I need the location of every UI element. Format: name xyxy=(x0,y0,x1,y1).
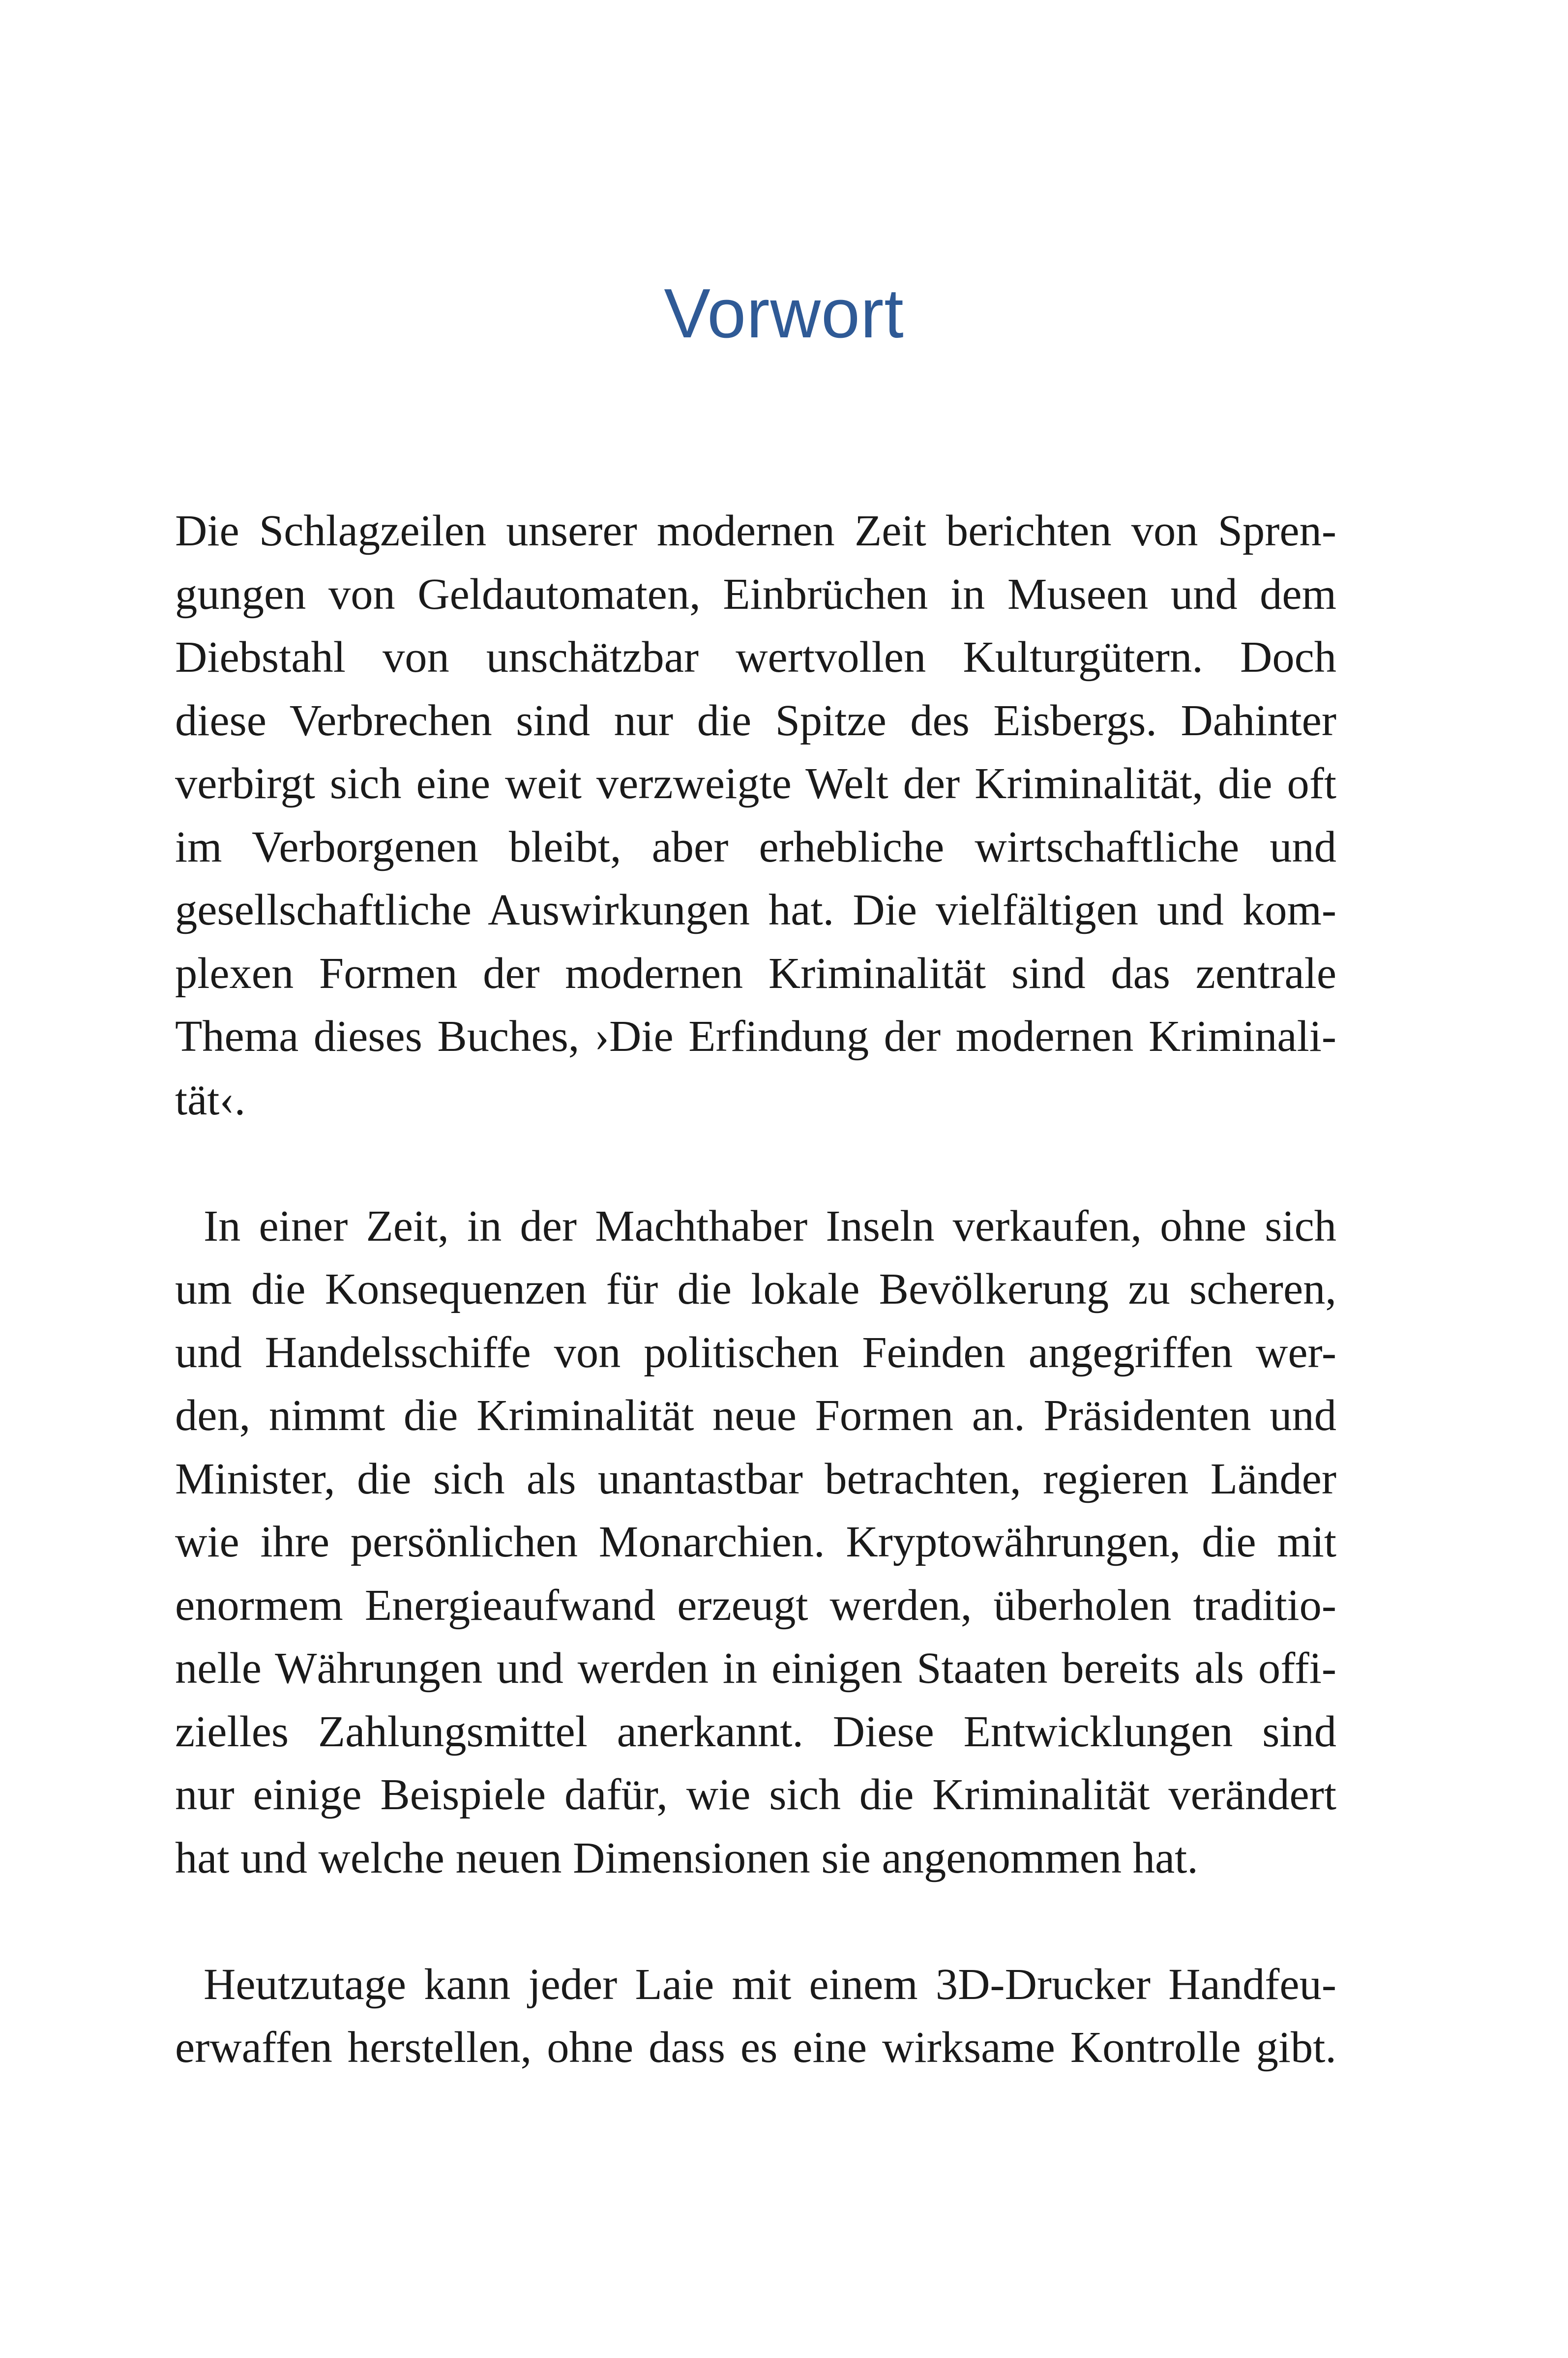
text-line: den, nimmt die Kriminalität neue Formen an. Präsidenten und xyxy=(175,1390,1336,1440)
text-line: gesellschaftliche Auswirkungen hat. Die vielfältigen und kom- xyxy=(175,885,1336,934)
paragraph-1 xyxy=(175,499,1336,1131)
paragraph-gap xyxy=(175,1889,1336,1953)
text-line: tät‹. xyxy=(175,1074,246,1124)
text-line: nur einige Beispiele dafür, wie sich die Kriminalität verändert xyxy=(175,1769,1336,1819)
text-line: Die Schlagzeilen unserer modernen Zeit berichten von Spren- xyxy=(175,506,1336,555)
text-line: im Verborgenen bleibt, aber erhebliche wirtschaftliche und xyxy=(175,821,1336,871)
text-line: In einer Zeit, in der Machthaber Inseln verkaufen, ohne sich xyxy=(204,1200,1336,1251)
paragraph-3 xyxy=(175,1953,1336,2079)
text-line: erwaffen herstellen, ohne dass es eine wirksame Kontrolle gibt. xyxy=(175,2022,1336,2072)
text-line: wie ihre persönlichen Monarchien. Kryptowährungen, die mit xyxy=(175,1517,1336,1566)
text-line: enormem Energieaufwand erzeugt werden, überholen traditio- xyxy=(175,1580,1336,1630)
text-line: Diebstahl von unschätzbar wertvollen Kulturgütern. Doch xyxy=(175,632,1336,682)
text-line: gungen von Geldautomaten, Einbrüchen in Museen und dem xyxy=(175,568,1336,619)
text-line: diese Verbrechen sind nur die Spitze des Eisbergs. Dahinter xyxy=(175,695,1336,745)
text-line: zielles Zahlungsmittel anerkannt. Diese Entwicklungen sind xyxy=(175,1706,1336,1756)
text-line: plexen Formen der modernen Kriminalität sind das zentrale xyxy=(175,948,1336,998)
text-line: Minister, die sich als unantastbar betrachten, regieren Länder xyxy=(175,1453,1336,1503)
text-line: und Handelsschiffe von politischen Feinden angegriffen wer- xyxy=(175,1327,1336,1377)
text-line: Heutzutage kann jeder Laie mit einem 3D-Drucker Handfeu- xyxy=(204,1959,1336,2009)
text-line: verbirgt sich eine weit verzweigte Welt der Kriminalität, die oft xyxy=(175,758,1336,808)
text-line: hat und welche neuen Dimensionen sie angenommen hat. xyxy=(175,1832,1198,1882)
paragraph-2 xyxy=(175,1194,1336,1890)
paragraph-gap xyxy=(175,1131,1336,1194)
text-line: nelle Währungen und werden in einigen Staaten bereits als offi- xyxy=(175,1643,1336,1693)
text-line: um die Konsequenzen für die lokale Bevölkerung zu scheren, xyxy=(175,1264,1336,1313)
chapter-body xyxy=(175,499,1336,2079)
chapter-heading: Vorwort xyxy=(664,274,904,353)
text-line: Thema dieses Buches, ›Die Erfindung der modernen Kriminali- xyxy=(175,1011,1336,1061)
